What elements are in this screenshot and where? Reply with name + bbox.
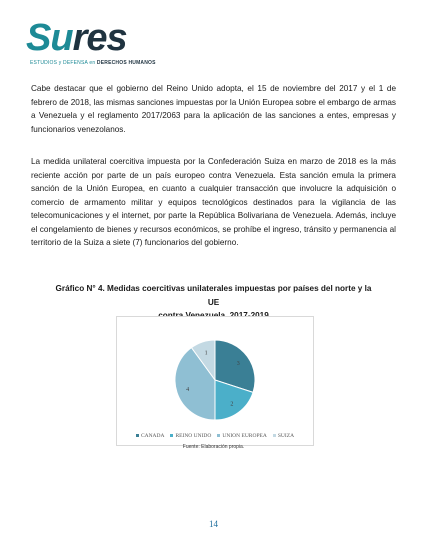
chart-title-line-1: Gráfico N° 4. Medidas coercitivas unilaterales impuestas por países del norte y la UE <box>55 284 372 307</box>
chart-legend <box>117 433 313 439</box>
pie-data-label: 3 <box>236 361 240 368</box>
paragraph-2: La medida unilateral coercitiva impuesta por la Confederación Suiza en marzo de 2018 es la más reciente acción por parte de un país europeo contra Venezuela. Esta sanción emula la primera sanción de la Unión Europea, en cuanto a cualquier transacción que involucre la adquisición o comercio de armamento militar y equipos tecnológicos destinados para la vigilancia de las telecomunicaciones y el internet, por parte la República Bolivariana de Venezuela. Además, incluye el congelamiento de bienes y recursos económicos, se prohíbe el ingreso, tránsito y permanencia al territorio de la Suiza a siete (7) funcionarios del gobierno. <box>31 157 396 247</box>
logo-tagline-b: DERECHOS HUMANOS <box>96 60 156 66</box>
paragraph-1: Cabe destacar que el gobierno del Reino Unido adopta, el 15 de noviembre del 2017 y el 1 de febrero de 2018, las mismas sanciones impuestas por la Unión Europea sobre el embargo de armas a Venezuela y el reglamento 2017/2063 para la aplicación de las sanciones a entes, empresas y funcionarios venezolanos. <box>31 84 396 134</box>
legend-item-canada <box>136 433 165 439</box>
pie-data-label: 1 <box>204 350 208 357</box>
logo-tagline-a: ESTUDIOS y DEFENSA en <box>30 60 97 66</box>
legend-swatch <box>170 434 173 437</box>
legend-item-suiza <box>273 433 294 439</box>
logo-wordmark <box>26 18 127 58</box>
legend-label: CANADA <box>140 433 165 439</box>
sures-logo <box>26 18 176 70</box>
chart-source: Fuente: Elaboración propia. <box>182 444 245 450</box>
legend-swatch <box>136 434 139 437</box>
legend-label: UNION EUROPEA <box>222 433 267 439</box>
pie-data-label: 4 <box>186 386 190 393</box>
pie-chart <box>116 316 314 446</box>
legend-swatch <box>217 434 220 437</box>
legend-swatch <box>273 434 276 437</box>
page-number: 14 <box>209 519 218 529</box>
pie-chart-svg <box>117 317 313 429</box>
legend-label: REINO UNIDO <box>175 433 212 439</box>
legend-item-union-europea <box>217 433 266 439</box>
logo-tagline <box>30 60 156 66</box>
pie-data-label: 2 <box>230 401 234 408</box>
legend-item-reino-unido <box>170 433 211 439</box>
logo-word-a: Su <box>26 17 73 59</box>
logo-word-b: res <box>72 17 127 59</box>
legend-label: SUIZA <box>277 433 295 439</box>
